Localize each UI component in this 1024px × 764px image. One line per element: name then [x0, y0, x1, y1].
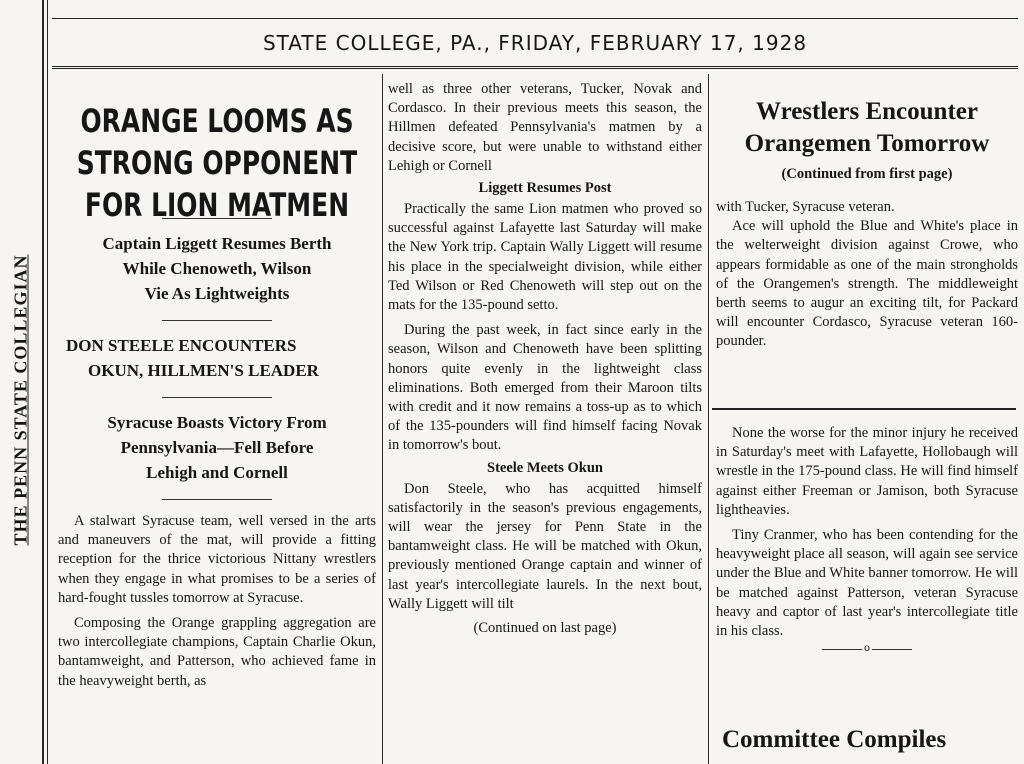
- ornament-rule: o: [822, 649, 912, 650]
- column-rule-1: [382, 74, 383, 764]
- continued-note: (Continued on last page): [473, 620, 617, 637]
- article-orange-looms: [58, 100, 376, 691]
- article-paragraph: Practically the same Lion matmen who proved so successful against Lafayette last Saturday will make the New York trip. Captain Wally Liggett will resume his place in the specialweight division, while either Ted Wilson or Red Chenoweth will step out on the mats for the 135-pound setto.: [388, 201, 702, 314]
- deck-liggett: Captain Liggett Resumes Berth While Chenoweth, Wilson Vie As Lightweights: [102, 234, 332, 303]
- section-rule: [712, 408, 1016, 410]
- subhead-liggett: Liggett Resumes Post: [478, 180, 612, 197]
- headline: ORANGE LOOMS AS STRONG OPPONENT FOR LION MATMEN: [76, 102, 358, 224]
- article-paragraph: Don Steele, who has acquitted himself satisfactorily in the season's previous engagements, will wear the jersey for Penn State in the bantamweight class. He will be matched with Okun, previously mentioned Orange captain and winner of last year's intercollegiate laurels. In the next bout, Wally Liggett will tilt: [388, 480, 702, 612]
- article-paragraph: Composing the Orange grappling aggregation are two intercollegiate champions, Captain Charlie Okun, bantamweight, and Patterson, who achieved fame in the heavyweight berth, as: [58, 615, 376, 689]
- article-paragraph: During the past week, in fact since early in the season, Wilson and Chenoweth have been splitting honors quite evenly in the lightweight class eliminations. Both emerged from their Maroon tilts with credit and it now remains a toss-up as to which of the 135-pounders will find himself facing Novak in tomorrow's bout.: [388, 322, 702, 454]
- masthead-rule: [52, 66, 1018, 69]
- article-continuation: [388, 80, 702, 638]
- article-paragraph: with Tucker, Syracuse veteran.: [716, 199, 895, 215]
- column-rule-2: [708, 74, 709, 764]
- top-rule: [52, 18, 1018, 19]
- article-paragraph: Ace will uphold the Blue and White's place in the welterweight division against Crowe, who appears formidable as one of the main strongholds of the Orangemen's strength. The middleweight berth seems to augur an exciting tilt, for Packard will encounter Cordasco, Syracuse veteran 160-pounder.: [716, 218, 1018, 350]
- subhead-steele: Steele Meets Okun: [487, 459, 603, 476]
- article-wrestlers-encounter-lower: [716, 424, 1018, 656]
- side-strip: [0, 0, 44, 764]
- article-paragraph: A stalwart Syracuse team, well versed in the arts and maneuvers of the mat, will provide a fitting reception for the thrice victorious Nittany wrestlers when they engage in what promises to be a series of hard-fought tussles tomorrow at Syracuse.: [58, 513, 376, 606]
- article-paragraph: well as three other veterans, Tucker, Novak and Cordasco. In their previous meets this season, the Hillmen defeated Pennsylvania's matmen by a decisive score, but were unable to withstand either Lehigh or Cornell: [388, 81, 702, 174]
- deck-syracuse: Syracuse Boasts Victory From Pennsylvania—Fell Before Lehigh and Cornell: [107, 413, 327, 482]
- headline: Wrestlers Encounter Orangemen Tomorrow: [744, 98, 990, 157]
- continued-from-note: (Continued from first page): [781, 166, 953, 182]
- dateline: STATE COLLEGE, PA., FRIDAY, FEBRUARY 17, 1928: [262, 31, 808, 55]
- deck-steele: DON STEELE ENCOUNTERS OKUN, HILLMEN'S LEADER: [66, 336, 319, 380]
- article-paragraph: None the worse for the minor injury he received in Saturday's meet with Lafayette, Hollobaugh will wrestle in the 175-pound class. He will find himself against either Freeman or Jamison, both Syracuse lightheavies.: [716, 425, 1018, 518]
- newspaper-name-vertical: THE PENN STATE COLLEGIAN: [10, 254, 31, 546]
- article-wrestlers-encounter: [716, 96, 1018, 352]
- next-headline: Committee Compiles: [722, 726, 947, 753]
- article-paragraph: Tiny Cranmer, who has been contending for the heavyweight place all season, will again see service under the Blue and White banner tomorrow. He will be matched against Patterson, veteran Syracuse heavy and captor of last year's intercollegiate title in his class.: [716, 527, 1019, 640]
